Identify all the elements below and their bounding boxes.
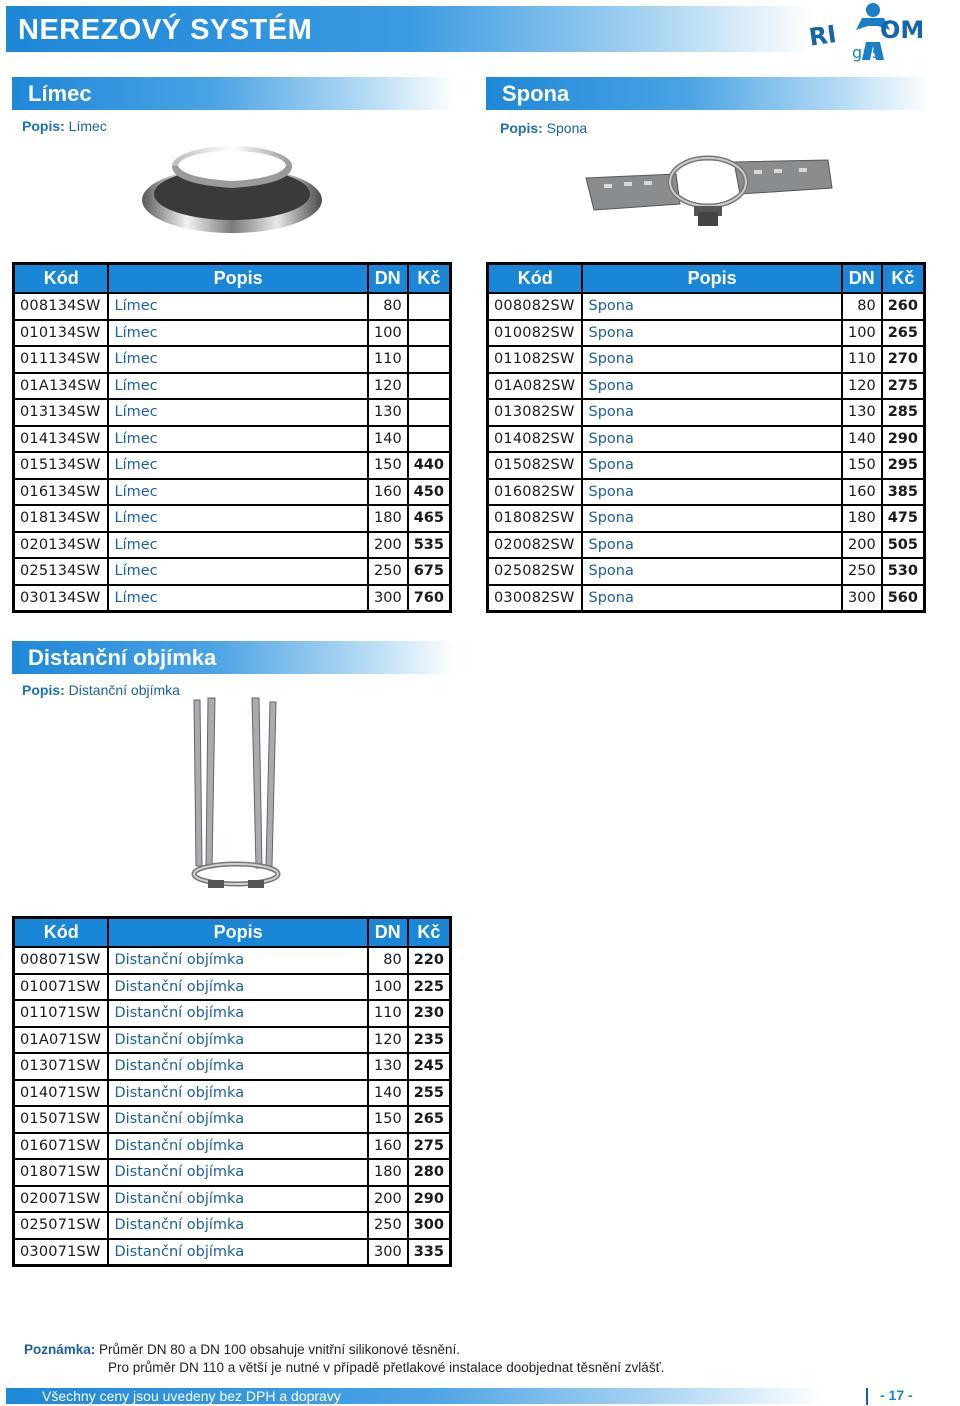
cell-kc: 440 bbox=[408, 452, 451, 479]
cell-kc: 235 bbox=[408, 1027, 451, 1054]
cell-kod: 018134SW bbox=[14, 505, 109, 532]
cell-kc bbox=[408, 399, 451, 426]
cell-popis: Límec bbox=[108, 293, 367, 320]
cell-dn: 120 bbox=[842, 373, 882, 400]
table-row bbox=[14, 452, 451, 479]
section-bar-distancni bbox=[12, 641, 457, 674]
table-row bbox=[14, 320, 451, 347]
cell-popis: Distanční objímka bbox=[108, 1080, 367, 1107]
cell-dn: 110 bbox=[842, 346, 882, 373]
table-row bbox=[14, 479, 451, 506]
cell-kc: 535 bbox=[408, 532, 451, 559]
col-header-kod: Kód bbox=[488, 264, 583, 294]
cell-popis: Spona bbox=[582, 426, 841, 453]
cell-dn: 300 bbox=[368, 1239, 408, 1266]
section-title: Límec bbox=[28, 81, 92, 106]
note-label: Poznámka: bbox=[24, 1342, 96, 1357]
cell-dn: 110 bbox=[368, 1000, 408, 1027]
table-row bbox=[14, 1053, 451, 1080]
note-text-1: Průměr DN 80 a DN 100 obsahuje vnitřní silikonové těsnění. bbox=[99, 1342, 460, 1357]
cell-kod: 008082SW bbox=[488, 293, 583, 320]
cell-kc: 275 bbox=[882, 373, 925, 400]
cell-popis: Spona bbox=[582, 399, 841, 426]
cell-popis: Límec bbox=[108, 399, 367, 426]
table-row bbox=[14, 585, 451, 612]
cell-kc: 560 bbox=[882, 585, 925, 612]
cell-dn: 140 bbox=[842, 426, 882, 453]
cell-kc: 505 bbox=[882, 532, 925, 559]
table-row bbox=[488, 399, 925, 426]
table-row bbox=[14, 532, 451, 559]
table-row bbox=[14, 1212, 451, 1239]
col-header-dn: DN bbox=[368, 918, 408, 948]
cell-kod: 025082SW bbox=[488, 558, 583, 585]
cell-kod: 013134SW bbox=[14, 399, 109, 426]
limec-table bbox=[12, 262, 452, 613]
table-row bbox=[14, 505, 451, 532]
cell-kod: 010082SW bbox=[488, 320, 583, 347]
spona-table bbox=[486, 262, 926, 613]
cell-dn: 140 bbox=[368, 1080, 408, 1107]
cell-dn: 150 bbox=[368, 452, 408, 479]
footer-text: Všechny ceny jsou uvedeny bez DPH a dopravy bbox=[42, 1388, 341, 1404]
table-row bbox=[14, 373, 451, 400]
table-row bbox=[14, 426, 451, 453]
popis-value: Límec bbox=[68, 118, 107, 134]
cell-popis: Límec bbox=[108, 505, 367, 532]
cell-kc: 675 bbox=[408, 558, 451, 585]
table-row bbox=[488, 479, 925, 506]
cell-kc: 245 bbox=[408, 1053, 451, 1080]
cell-popis: Límec bbox=[108, 585, 367, 612]
table-row bbox=[488, 558, 925, 585]
svg-text:OM: OM bbox=[880, 16, 925, 44]
cell-popis: Límec bbox=[108, 532, 367, 559]
cell-popis: Spona bbox=[582, 532, 841, 559]
cell-kc: 530 bbox=[882, 558, 925, 585]
cell-kod: 020134SW bbox=[14, 532, 109, 559]
ricom-gas-logo bbox=[806, 2, 940, 64]
section-title: Distanční objímka bbox=[28, 645, 217, 670]
cell-popis: Distanční objímka bbox=[108, 974, 367, 1001]
cell-kod: 01A134SW bbox=[14, 373, 109, 400]
cell-dn: 250 bbox=[842, 558, 882, 585]
table-row bbox=[488, 320, 925, 347]
cell-popis: Límec bbox=[108, 426, 367, 453]
cell-popis: Spona bbox=[582, 585, 841, 612]
cell-popis: Spona bbox=[582, 505, 841, 532]
cell-dn: 200 bbox=[842, 532, 882, 559]
spacer-image bbox=[188, 696, 284, 894]
popis-line bbox=[22, 682, 180, 698]
cell-popis: Distanční objímka bbox=[108, 1133, 367, 1160]
cell-dn: 80 bbox=[368, 293, 408, 320]
popis-label: Popis: bbox=[500, 120, 543, 136]
cell-kc: 290 bbox=[408, 1186, 451, 1213]
cell-popis: Spona bbox=[582, 346, 841, 373]
cell-popis: Spona bbox=[582, 373, 841, 400]
cell-dn: 80 bbox=[368, 947, 408, 974]
section-bar-spona bbox=[486, 77, 931, 110]
cell-kc: 255 bbox=[408, 1080, 451, 1107]
cell-popis: Límec bbox=[108, 558, 367, 585]
page-title: NEREZOVÝ SYSTÉM bbox=[18, 14, 313, 46]
table-row bbox=[14, 399, 451, 426]
cell-kc: 225 bbox=[408, 974, 451, 1001]
table-row bbox=[14, 1027, 451, 1054]
col-header-dn: DN bbox=[842, 264, 882, 294]
cell-popis: Spona bbox=[582, 479, 841, 506]
cell-kc bbox=[408, 293, 451, 320]
popis-value: Spona bbox=[546, 120, 588, 136]
svg-text:gas: gas bbox=[852, 43, 881, 62]
note-text-2: Pro průměr DN 110 a větší je nutné v případě přetlakové instalace doobjednat těsnění zvlášť. bbox=[108, 1360, 665, 1375]
section-title: Spona bbox=[502, 81, 570, 106]
cell-popis: Spona bbox=[582, 320, 841, 347]
cell-popis: Límec bbox=[108, 479, 367, 506]
cell-kod: 030071SW bbox=[14, 1239, 109, 1266]
cell-kc bbox=[408, 320, 451, 347]
cell-popis: Spona bbox=[582, 452, 841, 479]
cell-dn: 300 bbox=[842, 585, 882, 612]
col-header-popis: Popis bbox=[108, 264, 367, 294]
collar-image bbox=[140, 138, 325, 236]
table-row bbox=[488, 346, 925, 373]
cell-dn: 130 bbox=[368, 399, 408, 426]
section-bar-limec bbox=[12, 77, 457, 110]
cell-popis: Spona bbox=[582, 558, 841, 585]
table-row bbox=[488, 373, 925, 400]
cell-dn: 250 bbox=[368, 1212, 408, 1239]
cell-kod: 016134SW bbox=[14, 479, 109, 506]
cell-kod: 025071SW bbox=[14, 1212, 109, 1239]
table-row bbox=[14, 1000, 451, 1027]
col-header-kc: Kč bbox=[408, 918, 451, 948]
col-header-popis: Popis bbox=[582, 264, 841, 294]
cell-kod: 018082SW bbox=[488, 505, 583, 532]
table-row bbox=[14, 293, 451, 320]
cell-dn: 180 bbox=[368, 505, 408, 532]
cell-popis: Distanční objímka bbox=[108, 1000, 367, 1027]
col-header-kc: Kč bbox=[882, 264, 925, 294]
cell-dn: 120 bbox=[368, 1027, 408, 1054]
popis-line bbox=[500, 120, 587, 136]
cell-popis: Límec bbox=[108, 346, 367, 373]
cell-dn: 140 bbox=[368, 426, 408, 453]
cell-kc: 465 bbox=[408, 505, 451, 532]
table-row bbox=[14, 974, 451, 1001]
cell-dn: 160 bbox=[842, 479, 882, 506]
cell-dn: 100 bbox=[842, 320, 882, 347]
cell-kc: 335 bbox=[408, 1239, 451, 1266]
table-row bbox=[14, 346, 451, 373]
table-row bbox=[14, 1239, 451, 1266]
table-row bbox=[14, 1186, 451, 1213]
cell-kod: 014082SW bbox=[488, 426, 583, 453]
cell-popis: Distanční objímka bbox=[108, 1212, 367, 1239]
cell-kod: 01A071SW bbox=[14, 1027, 109, 1054]
cell-dn: 250 bbox=[368, 558, 408, 585]
popis-line bbox=[22, 118, 107, 134]
table-row bbox=[14, 1106, 451, 1133]
cell-dn: 200 bbox=[368, 532, 408, 559]
svg-text:RI: RI bbox=[807, 20, 839, 52]
cell-kod: 025134SW bbox=[14, 558, 109, 585]
cell-kc: 385 bbox=[882, 479, 925, 506]
cell-dn: 100 bbox=[368, 974, 408, 1001]
table-row bbox=[488, 293, 925, 320]
cell-kod: 014134SW bbox=[14, 426, 109, 453]
page-number: - 17 - bbox=[880, 1387, 913, 1403]
cell-kod: 030134SW bbox=[14, 585, 109, 612]
col-header-kod: Kód bbox=[14, 918, 109, 948]
cell-kc: 265 bbox=[882, 320, 925, 347]
distancni-table bbox=[12, 916, 452, 1267]
cell-kod: 015082SW bbox=[488, 452, 583, 479]
cell-popis: Distanční objímka bbox=[108, 947, 367, 974]
cell-dn: 180 bbox=[368, 1159, 408, 1186]
table-row bbox=[14, 1159, 451, 1186]
cell-dn: 160 bbox=[368, 1133, 408, 1160]
cell-dn: 110 bbox=[368, 346, 408, 373]
popis-value: Distanční objímka bbox=[68, 682, 180, 698]
cell-kod: 015134SW bbox=[14, 452, 109, 479]
cell-kod: 010134SW bbox=[14, 320, 109, 347]
cell-kod: 010071SW bbox=[14, 974, 109, 1001]
cell-popis: Límec bbox=[108, 320, 367, 347]
cell-popis: Distanční objímka bbox=[108, 1186, 367, 1213]
cell-kc: 280 bbox=[408, 1159, 451, 1186]
cell-kc: 260 bbox=[882, 293, 925, 320]
col-header-dn: DN bbox=[368, 264, 408, 294]
footer-divider bbox=[866, 1388, 868, 1405]
cell-kod: 011134SW bbox=[14, 346, 109, 373]
cell-dn: 200 bbox=[368, 1186, 408, 1213]
cell-kc: 230 bbox=[408, 1000, 451, 1027]
col-header-popis: Popis bbox=[108, 918, 367, 948]
col-header-kc: Kč bbox=[408, 264, 451, 294]
cell-popis: Distanční objímka bbox=[108, 1027, 367, 1054]
table-header-row bbox=[488, 264, 925, 294]
table-header-row bbox=[14, 918, 451, 948]
table-row bbox=[488, 532, 925, 559]
table-row bbox=[14, 1133, 451, 1160]
cell-dn: 130 bbox=[368, 1053, 408, 1080]
cell-kod: 01A082SW bbox=[488, 373, 583, 400]
cell-dn: 80 bbox=[842, 293, 882, 320]
cell-popis: Spona bbox=[582, 293, 841, 320]
cell-kc: 265 bbox=[408, 1106, 451, 1133]
cell-dn: 150 bbox=[368, 1106, 408, 1133]
cell-kod: 008134SW bbox=[14, 293, 109, 320]
cell-popis: Distanční objímka bbox=[108, 1239, 367, 1266]
cell-popis: Límec bbox=[108, 373, 367, 400]
cell-kc: 300 bbox=[408, 1212, 451, 1239]
cell-popis: Límec bbox=[108, 452, 367, 479]
cell-kod: 030082SW bbox=[488, 585, 583, 612]
cell-kc: 270 bbox=[882, 346, 925, 373]
cell-dn: 300 bbox=[368, 585, 408, 612]
popis-label: Popis: bbox=[22, 682, 65, 698]
cell-dn: 120 bbox=[368, 373, 408, 400]
table-row bbox=[488, 426, 925, 453]
cell-kod: 016071SW bbox=[14, 1133, 109, 1160]
table-row bbox=[488, 505, 925, 532]
col-header-kod: Kód bbox=[14, 264, 109, 294]
cell-kod: 018071SW bbox=[14, 1159, 109, 1186]
cell-kc bbox=[408, 426, 451, 453]
cell-kod: 008071SW bbox=[14, 947, 109, 974]
cell-kod: 013082SW bbox=[488, 399, 583, 426]
note-line-2 bbox=[108, 1360, 664, 1375]
cell-kc: 290 bbox=[882, 426, 925, 453]
cell-kc: 275 bbox=[408, 1133, 451, 1160]
cell-dn: 150 bbox=[842, 452, 882, 479]
cell-popis: Distanční objímka bbox=[108, 1159, 367, 1186]
cell-popis: Distanční objímka bbox=[108, 1053, 367, 1080]
cell-kod: 013071SW bbox=[14, 1053, 109, 1080]
cell-dn: 100 bbox=[368, 320, 408, 347]
table-row bbox=[14, 558, 451, 585]
popis-label: Popis: bbox=[22, 118, 65, 134]
clamp-image bbox=[584, 154, 834, 236]
cell-kod: 020071SW bbox=[14, 1186, 109, 1213]
cell-kc: 295 bbox=[882, 452, 925, 479]
cell-dn: 130 bbox=[842, 399, 882, 426]
table-row bbox=[488, 452, 925, 479]
cell-dn: 180 bbox=[842, 505, 882, 532]
cell-kc: 760 bbox=[408, 585, 451, 612]
table-row bbox=[14, 1080, 451, 1107]
cell-kod: 011071SW bbox=[14, 1000, 109, 1027]
cell-kod: 016082SW bbox=[488, 479, 583, 506]
cell-kod: 020082SW bbox=[488, 532, 583, 559]
cell-kc bbox=[408, 373, 451, 400]
cell-kc bbox=[408, 346, 451, 373]
note-line-1 bbox=[24, 1342, 460, 1357]
cell-kod: 014071SW bbox=[14, 1080, 109, 1107]
table-header-row bbox=[14, 264, 451, 294]
cell-kc: 220 bbox=[408, 947, 451, 974]
cell-kod: 015071SW bbox=[14, 1106, 109, 1133]
cell-dn: 160 bbox=[368, 479, 408, 506]
cell-kc: 285 bbox=[882, 399, 925, 426]
cell-kc: 450 bbox=[408, 479, 451, 506]
cell-popis: Distanční objímka bbox=[108, 1106, 367, 1133]
table-row bbox=[14, 947, 451, 974]
table-row bbox=[488, 585, 925, 612]
cell-kod: 011082SW bbox=[488, 346, 583, 373]
cell-kc: 475 bbox=[882, 505, 925, 532]
